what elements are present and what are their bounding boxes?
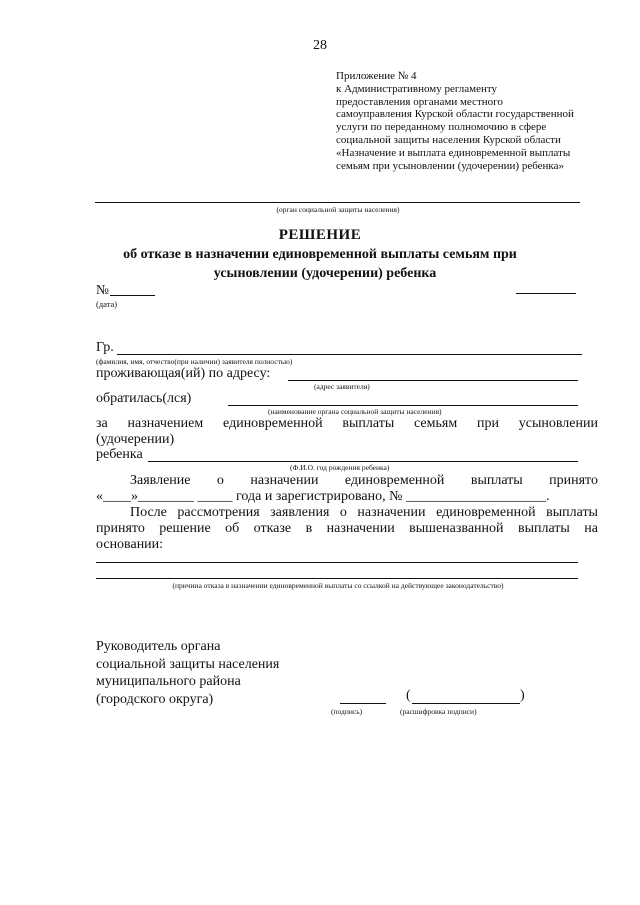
statement-word: о (216, 473, 224, 488)
review-word: единовременной (436, 505, 536, 520)
address-caption: (адрес заявителя) (314, 382, 370, 391)
statement-word: принято (549, 473, 598, 488)
applied-caption: (наименование органа социальной защиты населения) (268, 407, 442, 416)
appendix-line: Приложение № 4 (336, 70, 417, 82)
applied-label: обратилась(лся) (96, 391, 192, 406)
address-label: проживающая(ий) по адресу: (96, 366, 271, 381)
decision-word: назначении (326, 521, 395, 536)
appendix-line: «Назначение и выплата единовременной выплаты (336, 146, 571, 159)
appendix-line: самоуправления Курской области государственной (336, 108, 574, 121)
child-label: ребенка (96, 447, 143, 462)
decision-word: вышеназванной (409, 521, 504, 536)
purpose-word: выплаты (342, 416, 395, 431)
signatory-line: социальной защиты населения (96, 656, 280, 672)
child-line (148, 461, 578, 462)
decision-word: выплаты (517, 521, 570, 536)
statement-word: выплаты (470, 473, 523, 488)
citizen-label: Гр. (96, 340, 114, 355)
date-line (516, 293, 576, 294)
review-word: о (339, 505, 347, 520)
basis-label: основании: (96, 537, 164, 552)
purpose-word: назначением (127, 416, 204, 431)
open-paren: ( (406, 688, 411, 703)
accepted-line: «____»________ _____ года и зарегистрировано, № ____________________. (96, 489, 550, 504)
appendix-line: социальной защиты населения Курской области (336, 133, 561, 146)
number-line (110, 295, 155, 296)
decode-line (412, 703, 520, 704)
signatory-block (96, 638, 279, 708)
decision-word: на (584, 521, 598, 536)
decision-word: решение (159, 521, 211, 536)
purpose-word: усыновлении (518, 416, 598, 431)
appendix-line: семьям при усыновлении (удочерении) ребенка» (336, 159, 564, 172)
organ-line (95, 202, 580, 203)
purpose-line (96, 416, 598, 432)
statement-word: назначении (250, 473, 319, 488)
purpose-continuation: (удочерении) (96, 432, 175, 447)
page-number: 28 (313, 38, 327, 53)
fio-caption: (фамилия, имя, отчество(при наличии) заявителя полностью) (96, 357, 293, 366)
review-word: После (130, 505, 167, 520)
review-line (130, 505, 598, 521)
date-caption: (дата) (96, 299, 118, 309)
purpose-word: единовременной (223, 416, 323, 431)
decision-word: принято (96, 521, 145, 536)
statement-line (130, 473, 598, 489)
decode-caption: (расшифровка подписи) (400, 707, 477, 716)
appendix-block (336, 70, 606, 172)
purpose-word: при (476, 416, 499, 431)
appendix-line: услуги по переданному полномочию в сфере (336, 121, 547, 134)
signature-caption: (подпись) (331, 707, 363, 716)
reason-caption: (причина отказа в назначении единовременной выплаты со ссылкой на действующее законодательство) (172, 581, 504, 590)
child-caption: (Ф.И.О. год рождения ребенка) (290, 463, 390, 472)
number-label: № (96, 282, 109, 297)
reason-line (96, 562, 578, 563)
statement-word: Заявление (130, 473, 191, 488)
statement-word: единовременной (344, 473, 445, 488)
signature-line (340, 703, 386, 704)
review-word: назначении (357, 505, 426, 520)
organ-caption: (орган социальной защиты населения) (276, 205, 400, 214)
decision-word: отказе (253, 521, 292, 536)
close-paren: ) (520, 688, 525, 703)
purpose-word: за (96, 416, 108, 431)
signatory-line: (городского округа) (96, 691, 214, 707)
address-line (288, 380, 578, 381)
signatory-line: Руководитель органа (96, 639, 221, 654)
decision-word: в (305, 521, 313, 536)
decision-line (96, 521, 598, 537)
review-word: заявления (270, 505, 330, 520)
applied-line (228, 405, 578, 406)
appendix-line: предоставления органами местного (336, 95, 503, 108)
appendix-line: к Административному регламенту (336, 82, 498, 95)
reason-line (96, 578, 578, 579)
signatory-line: муниципального района (96, 674, 241, 689)
document-subtitle: усыновлении (удочерении) ребенка (213, 266, 437, 281)
decision-word: об (225, 521, 240, 536)
document-subtitle: об отказе в назначении единовременной выплаты семьям при (123, 247, 517, 262)
review-word: рассмотрения (177, 505, 260, 520)
review-word: выплаты (546, 505, 598, 520)
citizen-line (117, 354, 582, 355)
purpose-word: семьям (414, 416, 458, 431)
document-title: РЕШЕНИЕ (278, 227, 362, 243)
